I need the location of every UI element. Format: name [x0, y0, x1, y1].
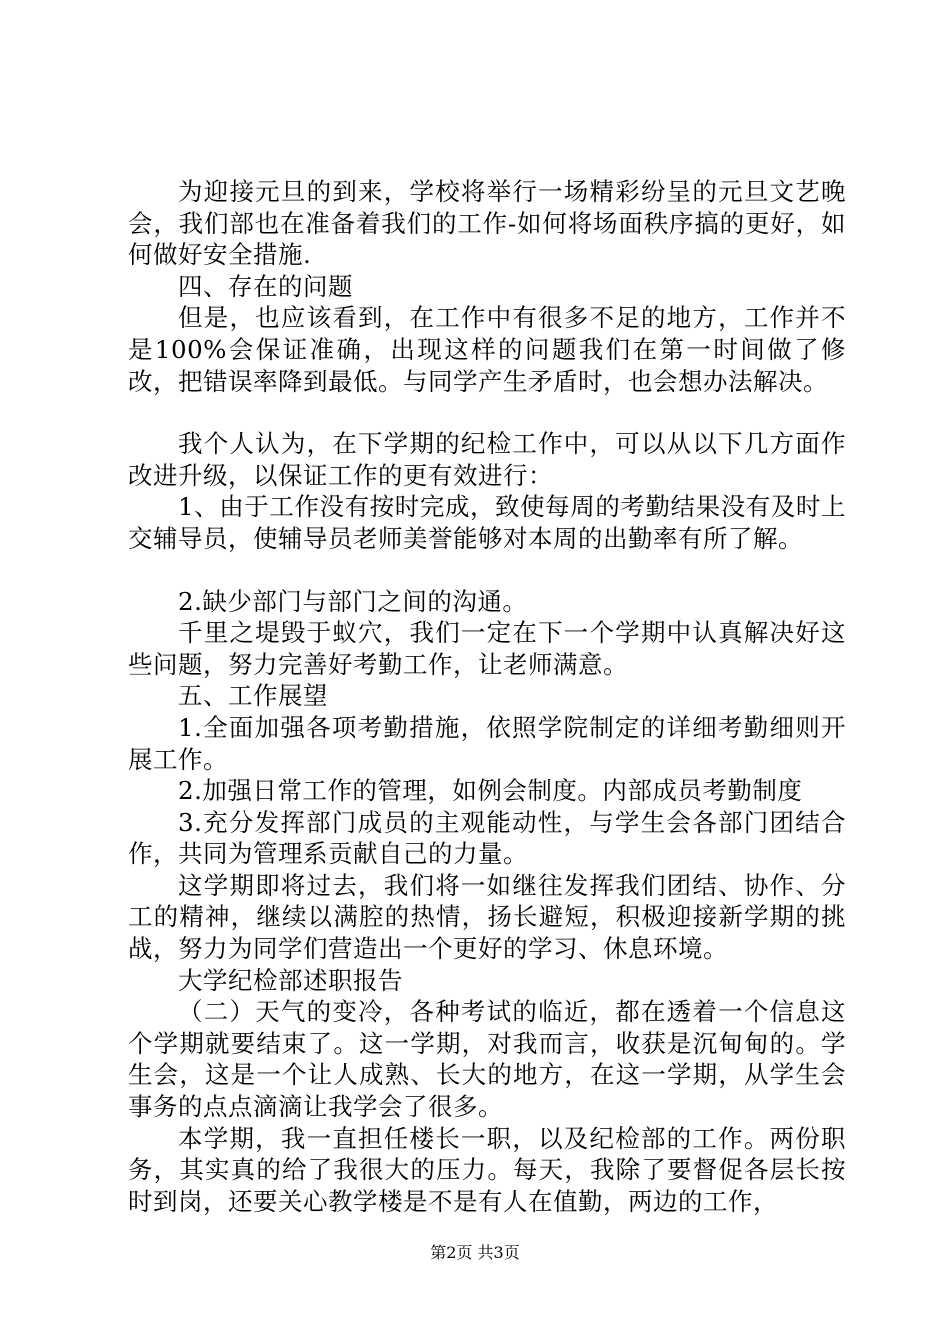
paragraph-5: 我个人认为，在下学期的纪检工作中，可以从以下几方面作改进升级，以保证工作的更有效进行： — [128, 429, 846, 490]
blank-line — [128, 555, 846, 586]
paragraph-8: 2.缺少部门与部门之间的沟通。 — [178, 586, 528, 616]
blank-line — [128, 397, 846, 428]
paragraph-3: 但是，也应该看到，在工作中有很多不足的地方，工作并不是100%会保证准确，出现这样的问题我们在第一时间做了修改，把错误率降到最低。与同学产生矛盾时，也会想办法解决。 — [128, 303, 846, 396]
paragraph-14: 这学期即将过去，我们将一如继往发挥我们团结、协作、分工的精神，继续以满腔的热情，扬长避短，积极迎接新学期的挑战，努力为同学们营造出一个更好的学习、休息环境。 — [128, 870, 846, 964]
paragraph-6: 1、由于工作没有按时完成，致使每周的考勤结果没有及时上交辅导员，使辅导员老师美誉能够对本周的出勤率有所了解。 — [128, 492, 846, 553]
section-heading-problems: 四、存在的问题 — [178, 271, 353, 301]
paragraph-13: 3.充分发挥部门成员的主观能动性，与学生会各部门团结合作，共同为管理系贡献自己的力量。 — [128, 807, 846, 869]
paragraph-17: 本学期，我一直担任楼长一职，以及纪检部的工作。两份职务，其实真的给了我很大的压力。每天，我除了要督促各层长按时到岗，还要关心教学楼是不是有人在值勤，两边的工作， — [128, 1123, 846, 1216]
paragraph-9: 千里之堤毁于蚁穴，我们一定在下一个学期中认真解决好这些问题，努力完善好考勤工作，让老师满意。 — [128, 618, 846, 679]
paragraph-16: （二）天气的变冷，各种考试的临近，都在透着一个信息这个学期就要结束了。这一学期，对我而言，收获是沉甸甸的。学生会，这是一个让人成熟、长大的地方，在这一学期，从学生会事务的点点滴滴让我学会了很多。 — [128, 997, 846, 1122]
paragraph-11: 1.全面加强各项考勤措施，依照学院制定的详细考勤细则开展工作。 — [128, 712, 846, 774]
paragraph-12: 2.加强日常工作的管理，如例会制度。内部成员考勤制度 — [178, 776, 803, 806]
section-heading-outlook: 五、工作展望 — [178, 681, 328, 711]
page-number-footer: 第2页 共3页 — [430, 1243, 520, 1262]
report-title: 大学纪检部述职报告 — [178, 965, 403, 995]
document-body — [128, 176, 846, 1217]
paragraph-1: 为迎接元旦的到来，学校将举行一场精彩纷呈的元旦文艺晚会，我们部也在准备着我们的工作-如何将场面秩序搞的更好，如何做好安全措施. — [128, 177, 846, 270]
